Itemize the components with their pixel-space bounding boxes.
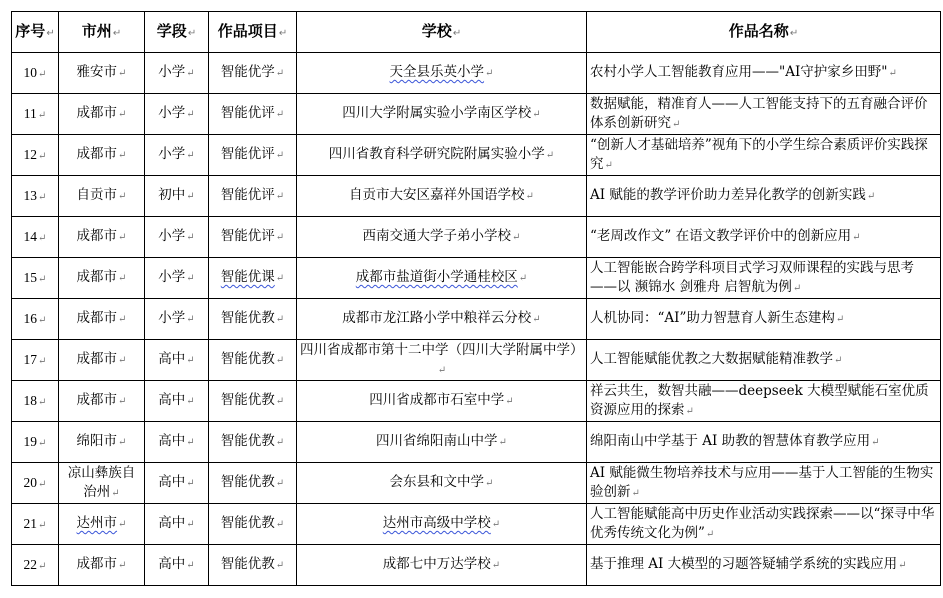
cell-work (587, 545, 941, 586)
paragraph-mark: ↵ (525, 191, 534, 202)
cell-no (12, 94, 59, 135)
cell-no (12, 463, 59, 504)
cell-no-text: 13 (23, 187, 38, 203)
paragraph-mark: ↵ (532, 314, 541, 325)
cell-work (587, 381, 941, 422)
cell-level (145, 258, 209, 299)
cell-school (297, 381, 587, 422)
paragraph-mark: ↵ (518, 273, 528, 284)
paragraph-mark: ↵ (38, 478, 47, 490)
cell-project-text: 智能优课 (220, 269, 275, 285)
paragraph-mark: ↵ (491, 519, 501, 530)
paragraph-mark: ↵ (118, 150, 127, 161)
cell-project (209, 299, 297, 340)
cell-work-text: AI 赋能的教学评价助力差异化教学的创新实践 (590, 187, 866, 203)
cell-no (12, 258, 59, 299)
table-header-row (12, 12, 941, 53)
paragraph-mark: ↵ (275, 437, 285, 448)
cell-no (12, 217, 59, 258)
cell-level (145, 381, 209, 422)
paragraph-mark: ↵ (275, 68, 285, 79)
cell-project (209, 381, 297, 422)
paragraph-mark: ↵ (118, 355, 127, 366)
paragraph-mark: ↵ (792, 282, 802, 294)
cell-project (209, 176, 297, 217)
cell-work-text: 农村小学人工智能教育应用——"AI守护家乡田野" (590, 64, 888, 80)
cell-work (587, 422, 941, 463)
paragraph-mark: ↵ (186, 109, 195, 120)
cell-city-text: 成都市 (76, 556, 118, 572)
paragraph-mark: ↵ (118, 437, 127, 448)
table-row (12, 176, 941, 217)
cell-project (209, 217, 297, 258)
paragraph-mark: ↵ (485, 68, 494, 79)
cell-work-text: 人工智能赋能优教之大数据赋能精准教学 (590, 351, 833, 367)
cell-work (587, 463, 941, 504)
cell-work (587, 135, 941, 176)
paragraph-mark: ↵ (38, 150, 47, 162)
table-row (12, 504, 941, 545)
table-row (12, 422, 941, 463)
table-row (12, 381, 941, 422)
cell-project-text: 智能优教 (220, 351, 275, 367)
cell-school-text: 成都市盐道街小学通桂校区 (355, 269, 518, 285)
paragraph-mark: ↵ (118, 68, 127, 79)
cell-city (59, 135, 145, 176)
paragraph-mark: ↵ (118, 109, 127, 120)
cell-level (145, 53, 209, 94)
cell-school (297, 94, 587, 135)
paragraph-mark: ↵ (485, 478, 494, 489)
header-no: 序号↵ (12, 12, 59, 53)
paragraph-mark: ↵ (118, 560, 127, 571)
cell-project (209, 258, 297, 299)
cell-city-text: 雅安市 (76, 64, 118, 80)
cell-school-text: 会东县和文中学 (389, 474, 485, 490)
paragraph-mark: ↵ (275, 150, 285, 161)
cell-no (12, 176, 59, 217)
paragraph-mark: ↵ (38, 191, 47, 203)
paragraph-mark: ↵ (866, 191, 876, 202)
cell-no-text: 20 (23, 474, 38, 490)
cell-no-text: 16 (23, 310, 38, 326)
cell-city (59, 176, 145, 217)
cell-no-text: 17 (23, 351, 38, 367)
cell-city-text: 成都市 (76, 310, 118, 326)
paragraph-mark: ↵ (275, 478, 285, 489)
cell-level-text: 高中 (158, 515, 186, 531)
cell-work-text: 人工智能赋能高中历史作业活动实践探索——以“探寻中华优秀传统文化为例” (590, 505, 935, 541)
paragraph-mark: ↵ (631, 487, 640, 499)
cell-project-text: 智能优教 (220, 310, 275, 326)
cell-level-text: 小学 (158, 310, 186, 326)
cell-project (209, 504, 297, 545)
cell-project-text: 智能优教 (220, 474, 275, 490)
cell-project (209, 463, 297, 504)
cell-level-text: 高中 (158, 433, 186, 449)
cell-level-text: 高中 (158, 474, 186, 490)
cell-work-text: 基于推理 AI 大模型的习题答疑辅学系统的实践应用 (590, 556, 898, 572)
cell-work (587, 217, 941, 258)
cell-no (12, 422, 59, 463)
cell-no (12, 53, 59, 94)
cell-level (145, 504, 209, 545)
paragraph-mark: ↵ (835, 314, 845, 325)
cell-no-text: 10 (23, 64, 38, 80)
cell-work-text: 人机协同：“AI”助力智慧育人新生态建构 (590, 310, 835, 326)
paragraph-mark: ↵ (852, 232, 861, 243)
cell-work-text: “老周改作文” 在语文教学评价中的创新应用 (590, 228, 852, 244)
cell-project-text: 智能优评 (220, 187, 275, 203)
cell-city (59, 217, 145, 258)
cell-city-text: 达州市 (76, 515, 118, 531)
paragraph-mark: ↵ (871, 437, 880, 448)
table-body (12, 53, 941, 586)
paragraph-mark: ↵ (275, 355, 285, 366)
paragraph-mark: ↵ (186, 273, 195, 284)
cell-level (145, 422, 209, 463)
cell-work-text: AI 赋能微生物培养技术与应用——基于人工智能的生物实验创新 (590, 464, 934, 500)
cell-work-text: 绵阳南山中学基于 AI 助教的智慧体育教学应用 (590, 433, 871, 449)
table-row (12, 94, 941, 135)
cell-project-text: 智能优评 (220, 105, 275, 121)
cell-no (12, 545, 59, 586)
cell-level (145, 463, 209, 504)
cell-no (12, 504, 59, 545)
paragraph-mark: ↵ (186, 232, 195, 243)
cell-school (297, 463, 587, 504)
cell-level (145, 545, 209, 586)
cell-work (587, 504, 941, 545)
cell-city (59, 299, 145, 340)
cell-city-text: 绵阳市 (76, 433, 118, 449)
cell-school-text: 自贡市大安区嘉祥外国语学校 (349, 187, 525, 203)
paragraph-mark: ↵ (888, 68, 897, 79)
cell-level-text: 小学 (158, 64, 186, 80)
paragraph-mark: ↵ (275, 191, 285, 202)
cell-school-text: 成都七中万达学校 (382, 556, 491, 572)
cell-level-text: 初中 (158, 187, 186, 203)
paragraph-mark: ↵ (186, 191, 195, 202)
paragraph-mark: ↵ (275, 560, 285, 571)
paragraph-mark: ↵ (186, 396, 195, 407)
cell-no-text: 12 (23, 146, 38, 162)
cell-city (59, 463, 145, 504)
cell-school (297, 504, 587, 545)
cell-no (12, 135, 59, 176)
paragraph-mark: ↵ (186, 355, 195, 366)
cell-project (209, 94, 297, 135)
cell-school-text: 西南交通大学子弟小学校 (362, 228, 512, 244)
paragraph-mark: ↵ (37, 109, 47, 121)
cell-project (209, 53, 297, 94)
paragraph-mark: ↵ (38, 232, 47, 244)
paragraph-mark: ↵ (118, 396, 127, 407)
paragraph-mark: ↵ (545, 150, 555, 161)
paragraph-mark: ↵ (834, 355, 843, 366)
cell-city (59, 545, 145, 586)
cell-project-text: 智能优学 (220, 64, 275, 80)
cell-city-text: 成都市 (76, 269, 118, 285)
cell-school (297, 422, 587, 463)
cell-school (297, 217, 587, 258)
paragraph-mark: ↵ (38, 437, 47, 449)
cell-school-text: 四川省成都市第十二中学（四川大学附属中学） (300, 341, 584, 358)
cell-school (297, 299, 587, 340)
cell-level-text: 高中 (158, 351, 186, 367)
paragraph-mark: ↵ (512, 232, 521, 243)
cell-no-text: 21 (23, 515, 38, 531)
cell-level-text: 高中 (158, 556, 186, 572)
cell-city-text: 成都市 (76, 351, 118, 367)
paragraph-mark: ↵ (275, 232, 285, 243)
cell-work-text: 数据赋能，精准育人——人工智能支持下的五育融合评价体系创新研究 (590, 95, 928, 131)
header-project: 作品项目↵ (209, 12, 297, 53)
cell-level-text: 小学 (158, 228, 186, 244)
cell-city (59, 422, 145, 463)
cell-project-text: 智能优评 (220, 146, 275, 162)
cell-school-text: 四川大学附属实验小学南区学校 (342, 105, 532, 121)
cell-project-text: 智能优教 (220, 433, 275, 449)
table-row (12, 258, 941, 299)
paragraph-mark: ↵ (275, 109, 285, 120)
paragraph-mark: ↵ (186, 150, 195, 161)
cell-no-text: 22 (23, 556, 38, 572)
paragraph-mark: ↵ (186, 68, 195, 79)
cell-project (209, 422, 297, 463)
cell-school (297, 53, 587, 94)
cell-work-text: “创新人才基础培养”视角下的小学生综合素质评价实践探究 (590, 136, 928, 172)
table-row (12, 217, 941, 258)
paragraph-mark: ↵ (672, 118, 681, 130)
paragraph-mark: ↵ (186, 560, 195, 571)
cell-work (587, 258, 941, 299)
paragraph-mark: ↵ (186, 314, 195, 325)
paragraph-mark: ↵ (118, 519, 127, 530)
cell-school-text: 四川省教育科学研究院附属实验小学 (328, 146, 545, 162)
cell-project-text: 智能优教 (220, 556, 275, 572)
cell-work (587, 53, 941, 94)
paragraph-mark: ↵ (118, 273, 127, 284)
paragraph-mark: ↵ (275, 273, 285, 284)
cell-city-text: 成都市 (76, 105, 118, 121)
cell-work-text: 祥云共生，数智共融——deepseek 大模型赋能石室优质资源应用的探索 (590, 382, 929, 418)
cell-school (297, 340, 587, 381)
cell-no (12, 381, 59, 422)
header-level: 学段↵ (145, 12, 209, 53)
cell-no-text: 11 (23, 105, 37, 121)
cell-level-text: 小学 (158, 146, 186, 162)
cell-city (59, 504, 145, 545)
cell-school-text: 成都市龙江路小学中粮祥云分校 (342, 310, 532, 326)
table-row (12, 135, 941, 176)
cell-city (59, 53, 145, 94)
cell-work (587, 176, 941, 217)
header-city: 市州↵ (59, 12, 145, 53)
cell-city-text: 凉山彝族自治州 (67, 464, 136, 500)
paragraph-mark: ↵ (38, 560, 47, 572)
cell-school-text: 天全县乐英小学 (389, 64, 485, 80)
paragraph-mark: ↵ (186, 437, 195, 448)
cell-city (59, 381, 145, 422)
cell-no-text: 19 (23, 433, 38, 449)
cell-level (145, 299, 209, 340)
cell-work (587, 299, 941, 340)
cell-no-text: 15 (23, 269, 38, 285)
cell-no-text: 18 (23, 392, 38, 408)
paragraph-mark: ↵ (437, 364, 447, 376)
table-row (12, 545, 941, 586)
cell-city-text: 成都市 (76, 146, 118, 162)
paragraph-mark: ↵ (38, 273, 47, 285)
cell-level (145, 135, 209, 176)
cell-project-text: 智能优教 (220, 515, 275, 531)
cell-project (209, 545, 297, 586)
cell-school (297, 176, 587, 217)
cell-project (209, 340, 297, 381)
cell-work-text: 人工智能嵌合跨学科项目式学习双师课程的实践与思考——以 濒锦水 剑雅舟 启智航为例 (590, 259, 914, 295)
cell-work (587, 340, 941, 381)
cell-level (145, 176, 209, 217)
table-row (12, 463, 941, 504)
paragraph-mark: ↵ (498, 437, 507, 448)
cell-project-text: 智能优教 (220, 392, 275, 408)
cell-school (297, 258, 587, 299)
paragraph-mark: ↵ (705, 528, 715, 540)
cell-city (59, 340, 145, 381)
cell-level-text: 高中 (158, 392, 186, 408)
cell-city (59, 258, 145, 299)
paragraph-mark: ↵ (604, 159, 613, 171)
paragraph-mark: ↵ (491, 560, 501, 571)
cell-school-text: 达州市高级中学校 (382, 515, 491, 531)
paragraph-mark: ↵ (111, 487, 120, 499)
cell-no (12, 299, 59, 340)
cell-city (59, 94, 145, 135)
cell-project-text: 智能优评 (220, 228, 275, 244)
cell-project (209, 135, 297, 176)
cell-level (145, 217, 209, 258)
paragraph-mark: ↵ (118, 191, 127, 202)
cell-level (145, 94, 209, 135)
paragraph-mark: ↵ (505, 396, 514, 407)
paragraph-mark: ↵ (186, 519, 195, 530)
header-work: 作品名称↵ (587, 12, 941, 53)
table-row (12, 340, 941, 381)
paragraph-mark: ↵ (38, 519, 47, 531)
cell-city-text: 自贡市 (76, 187, 118, 203)
paragraph-mark: ↵ (275, 314, 285, 325)
cell-work (587, 94, 941, 135)
paragraph-mark: ↵ (38, 396, 47, 408)
cell-level-text: 小学 (158, 105, 186, 121)
cell-school-text: 四川省绵阳南山中学 (376, 433, 498, 449)
paragraph-mark: ↵ (38, 68, 47, 80)
paragraph-mark: ↵ (38, 314, 47, 326)
cell-level (145, 340, 209, 381)
paragraph-mark: ↵ (186, 478, 195, 489)
table-row (12, 53, 941, 94)
cell-city-text: 成都市 (76, 228, 118, 244)
cell-city-text: 成都市 (76, 392, 118, 408)
cell-school (297, 545, 587, 586)
header-school: 学校↵ (297, 12, 587, 53)
paragraph-mark: ↵ (685, 405, 694, 417)
paragraph-mark: ↵ (118, 314, 127, 325)
paragraph-mark: ↵ (38, 355, 47, 367)
paragraph-mark: ↵ (898, 560, 907, 571)
cell-no (12, 340, 59, 381)
paragraph-mark: ↵ (275, 519, 285, 530)
cell-no-text: 14 (23, 228, 38, 244)
paragraph-mark: ↵ (532, 109, 541, 120)
table-row (12, 299, 941, 340)
paragraph-mark: ↵ (118, 232, 127, 243)
cell-level-text: 小学 (158, 269, 186, 285)
cell-school (297, 135, 587, 176)
award-table (11, 11, 941, 586)
paragraph-mark: ↵ (275, 396, 285, 407)
cell-school-text: 四川省成都市石室中学 (369, 392, 505, 408)
